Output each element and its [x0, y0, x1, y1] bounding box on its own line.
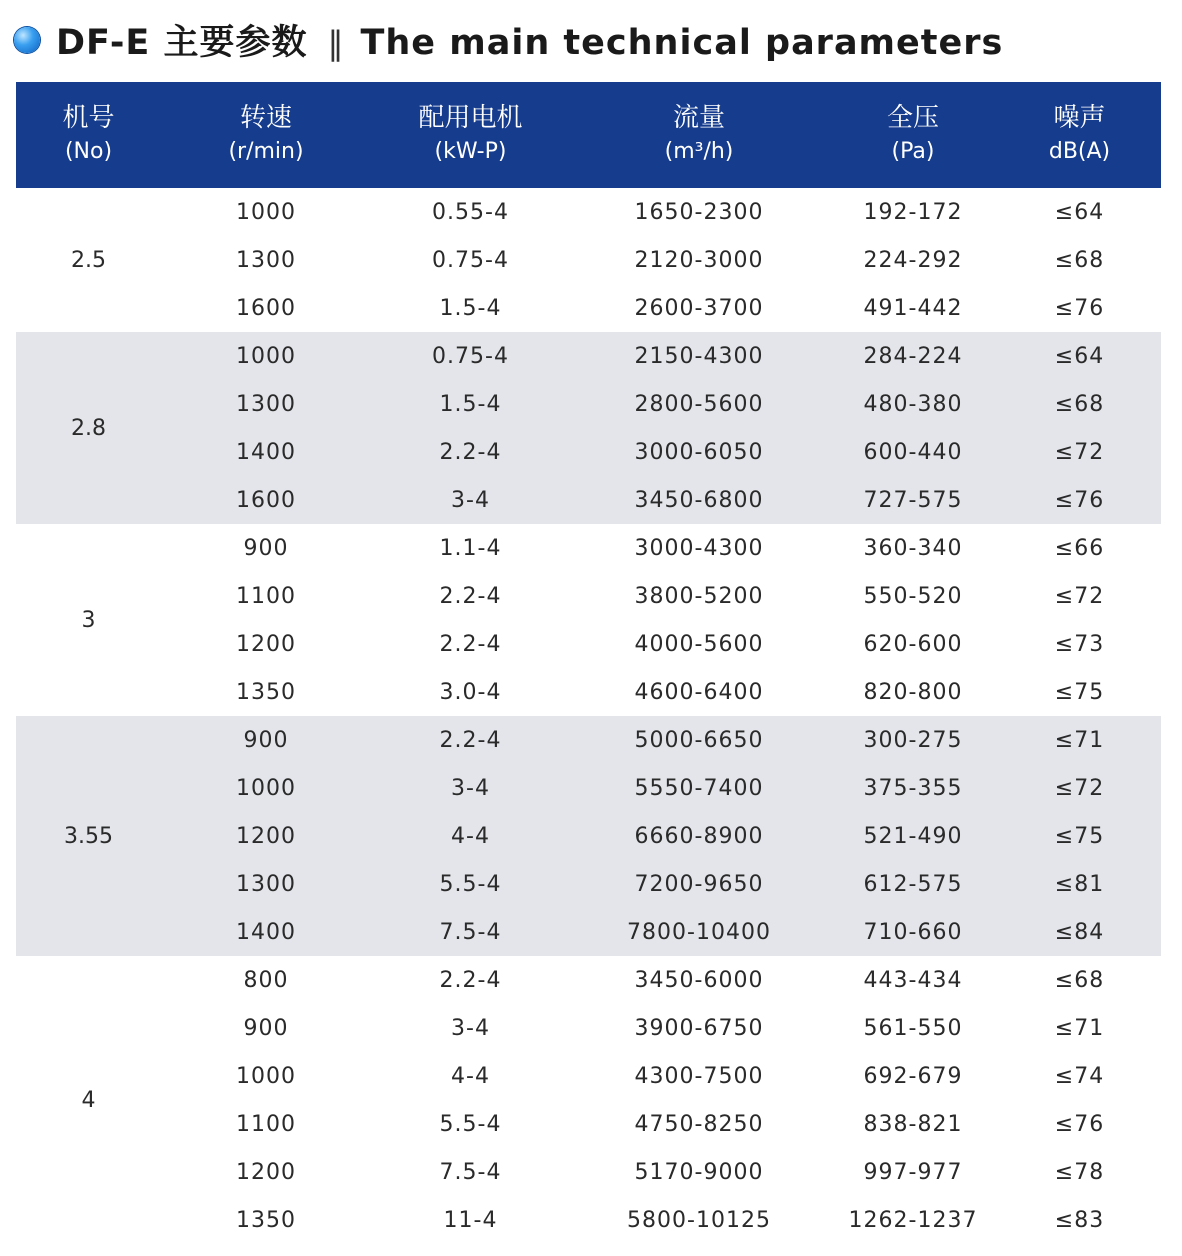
- noise-cell: ≤76: [1054, 1111, 1105, 1137]
- noise-cell: ≤66: [1054, 535, 1105, 561]
- motor-cell: 4-4: [451, 823, 490, 849]
- noise-cell: ≤72: [1054, 583, 1105, 609]
- noise-cell: ≤76: [1054, 295, 1105, 321]
- noise-cell: ≤68: [1054, 247, 1105, 273]
- flow-cell: 2600-3700: [634, 295, 764, 321]
- flow-cell: 4600-6400: [634, 679, 764, 705]
- noise-cell: ≤68: [1054, 391, 1105, 417]
- pressure-cell: 224-292: [863, 247, 963, 273]
- table-row: [161, 908, 1161, 956]
- flow-cell: 4300-7500: [634, 1063, 764, 1089]
- flow-cell: 1650-2300: [634, 199, 764, 225]
- pressure-cell: 620-600: [863, 631, 963, 657]
- pressure-cell: 838-821: [863, 1111, 963, 1137]
- flow-cell: 3800-5200: [634, 583, 764, 609]
- flow-cell: 3000-4300: [634, 535, 764, 561]
- bullet-icon: [14, 27, 40, 53]
- flow-cell: 6660-8900: [634, 823, 764, 849]
- motor-cell: 0.75-4: [432, 343, 509, 369]
- speed-cell: 1300: [236, 247, 296, 273]
- pressure-cell: 692-679: [863, 1063, 963, 1089]
- flow-cell: 2800-5600: [634, 391, 764, 417]
- noise-cell: ≤84: [1054, 919, 1105, 945]
- speed-cell: 800: [243, 967, 289, 993]
- header-noise: 噪声 dB(A): [1048, 103, 1111, 164]
- flow-cell: 7200-9650: [634, 871, 764, 897]
- noise-cell: ≤75: [1054, 823, 1105, 849]
- motor-cell: 1.5-4: [439, 295, 502, 321]
- motor-cell: 3-4: [451, 1015, 490, 1041]
- noise-cell: ≤72: [1054, 439, 1105, 465]
- motor-cell: 2.2-4: [439, 583, 502, 609]
- speed-cell: 1400: [236, 919, 296, 945]
- flow-cell: 3000-6050: [634, 439, 764, 465]
- table-row: [161, 716, 1161, 764]
- table-row: [161, 1004, 1161, 1052]
- speed-cell: 900: [243, 727, 289, 753]
- table-row: [161, 524, 1161, 572]
- table-row: [161, 764, 1161, 812]
- pressure-cell: 480-380: [863, 391, 963, 417]
- speed-cell: 1000: [236, 199, 296, 225]
- motor-cell: 7.5-4: [439, 919, 502, 945]
- machine-no-cell: 2.5: [71, 247, 106, 273]
- pressure-cell: 443-434: [863, 967, 963, 993]
- pressure-cell: 284-224: [863, 343, 963, 369]
- header-speed: 转速 (r/min): [228, 103, 304, 164]
- flow-cell: 3450-6800: [634, 487, 764, 513]
- pressure-cell: 820-800: [863, 679, 963, 705]
- pressure-cell: 360-340: [863, 535, 963, 561]
- motor-cell: 0.55-4: [432, 199, 509, 225]
- table-header: [16, 82, 1161, 188]
- flow-cell: 5800-10125: [627, 1207, 771, 1233]
- table-row: [161, 572, 1161, 620]
- motor-cell: 5.5-4: [439, 871, 502, 897]
- header-flow: 流量 (m³/h): [664, 103, 734, 164]
- speed-cell: 900: [243, 1015, 289, 1041]
- title-separator: ‖: [327, 24, 345, 62]
- noise-cell: ≤76: [1054, 487, 1105, 513]
- noise-cell: ≤71: [1054, 1015, 1105, 1041]
- speed-cell: 900: [243, 535, 289, 561]
- motor-cell: 11-4: [443, 1207, 498, 1233]
- pressure-cell: 521-490: [863, 823, 963, 849]
- motor-cell: 2.2-4: [439, 439, 502, 465]
- flow-cell: 3900-6750: [634, 1015, 764, 1041]
- table-row: [161, 188, 1161, 236]
- speed-cell: 1100: [236, 583, 296, 609]
- flow-cell: 2120-3000: [634, 247, 764, 273]
- table-row: [161, 1100, 1161, 1148]
- noise-cell: ≤64: [1054, 343, 1105, 369]
- motor-cell: 0.75-4: [432, 247, 509, 273]
- table-row: [161, 380, 1161, 428]
- noise-cell: ≤81: [1054, 871, 1105, 897]
- pressure-cell: 192-172: [863, 199, 963, 225]
- flow-cell: 4000-5600: [634, 631, 764, 657]
- speed-cell: 1000: [236, 1063, 296, 1089]
- noise-cell: ≤75: [1054, 679, 1105, 705]
- speed-cell: 1350: [236, 679, 296, 705]
- title-model: DF-E 主要参数: [56, 23, 308, 63]
- pressure-cell: 600-440: [863, 439, 963, 465]
- flow-cell: 5000-6650: [634, 727, 764, 753]
- table-row: [161, 860, 1161, 908]
- motor-cell: 2.2-4: [439, 727, 502, 753]
- pressure-cell: 710-660: [863, 919, 963, 945]
- pressure-cell: 550-520: [863, 583, 963, 609]
- pressure-cell: 997-977: [863, 1159, 963, 1185]
- speed-cell: 1300: [236, 871, 296, 897]
- table-row: [161, 668, 1161, 716]
- machine-no-cell: 3: [81, 607, 96, 633]
- machine-no-cell: 3.55: [64, 823, 113, 849]
- motor-cell: 2.2-4: [439, 631, 502, 657]
- table-body: [16, 188, 1161, 1244]
- table-row: [161, 1196, 1161, 1244]
- pressure-cell: 561-550: [863, 1015, 963, 1041]
- flow-cell: 5550-7400: [634, 775, 764, 801]
- table-row: [161, 284, 1161, 332]
- table-row: [161, 332, 1161, 380]
- noise-cell: ≤83: [1054, 1207, 1105, 1233]
- speed-cell: 1600: [236, 295, 296, 321]
- machine-no-cell: 2.8: [71, 415, 106, 441]
- speed-cell: 1000: [236, 775, 296, 801]
- flow-cell: 3450-6000: [634, 967, 764, 993]
- header-no: 机号 (No): [62, 103, 115, 164]
- header-pressure: 全压 (Pa): [886, 103, 939, 164]
- noise-cell: ≤78: [1054, 1159, 1105, 1185]
- machine-group: [16, 524, 1161, 716]
- motor-cell: 3-4: [451, 487, 490, 513]
- flow-cell: 4750-8250: [634, 1111, 764, 1137]
- machine-group: [16, 332, 1161, 524]
- noise-cell: ≤64: [1054, 199, 1105, 225]
- speed-cell: 1200: [236, 631, 296, 657]
- noise-cell: ≤72: [1054, 775, 1105, 801]
- motor-cell: 4-4: [451, 1063, 490, 1089]
- speed-cell: 1600: [236, 487, 296, 513]
- speed-cell: 1300: [236, 391, 296, 417]
- pressure-cell: 1262-1237: [848, 1207, 978, 1233]
- machine-group: [16, 188, 1161, 332]
- machine-group: [16, 716, 1161, 956]
- header-motor: 配用电机 (kW-P): [418, 103, 523, 164]
- motor-cell: 5.5-4: [439, 1111, 502, 1137]
- table-row: [161, 812, 1161, 860]
- flow-cell: 5170-9000: [634, 1159, 764, 1185]
- pressure-cell: 375-355: [863, 775, 963, 801]
- table-row: [161, 1052, 1161, 1100]
- motor-cell: 2.2-4: [439, 967, 502, 993]
- noise-cell: ≤71: [1054, 727, 1105, 753]
- noise-cell: ≤73: [1054, 631, 1105, 657]
- machine-group: [16, 956, 1161, 1244]
- flow-cell: 7800-10400: [627, 919, 771, 945]
- motor-cell: 7.5-4: [439, 1159, 502, 1185]
- flow-cell: 2150-4300: [634, 343, 764, 369]
- motor-cell: 3-4: [451, 775, 490, 801]
- speed-cell: 1400: [236, 439, 296, 465]
- table-row: [161, 236, 1161, 284]
- parameters-table: [16, 82, 1161, 1244]
- table-row: [161, 1148, 1161, 1196]
- speed-cell: 1100: [236, 1111, 296, 1137]
- speed-cell: 1200: [236, 1159, 296, 1185]
- noise-cell: ≤68: [1054, 967, 1105, 993]
- motor-cell: 1.5-4: [439, 391, 502, 417]
- pressure-cell: 491-442: [863, 295, 963, 321]
- motor-cell: 1.1-4: [439, 535, 502, 561]
- speed-cell: 1350: [236, 1207, 296, 1233]
- page-title: [14, 18, 1003, 62]
- table-row: [161, 620, 1161, 668]
- noise-cell: ≤74: [1054, 1063, 1105, 1089]
- table-row: [161, 428, 1161, 476]
- machine-no-cell: 4: [81, 1087, 96, 1113]
- table-row: [161, 956, 1161, 1004]
- pressure-cell: 612-575: [863, 871, 963, 897]
- pressure-cell: 727-575: [863, 487, 963, 513]
- pressure-cell: 300-275: [863, 727, 963, 753]
- motor-cell: 3.0-4: [439, 679, 502, 705]
- speed-cell: 1200: [236, 823, 296, 849]
- speed-cell: 1000: [236, 343, 296, 369]
- title-english: The main technical parameters: [360, 23, 1004, 63]
- table-row: [161, 476, 1161, 524]
